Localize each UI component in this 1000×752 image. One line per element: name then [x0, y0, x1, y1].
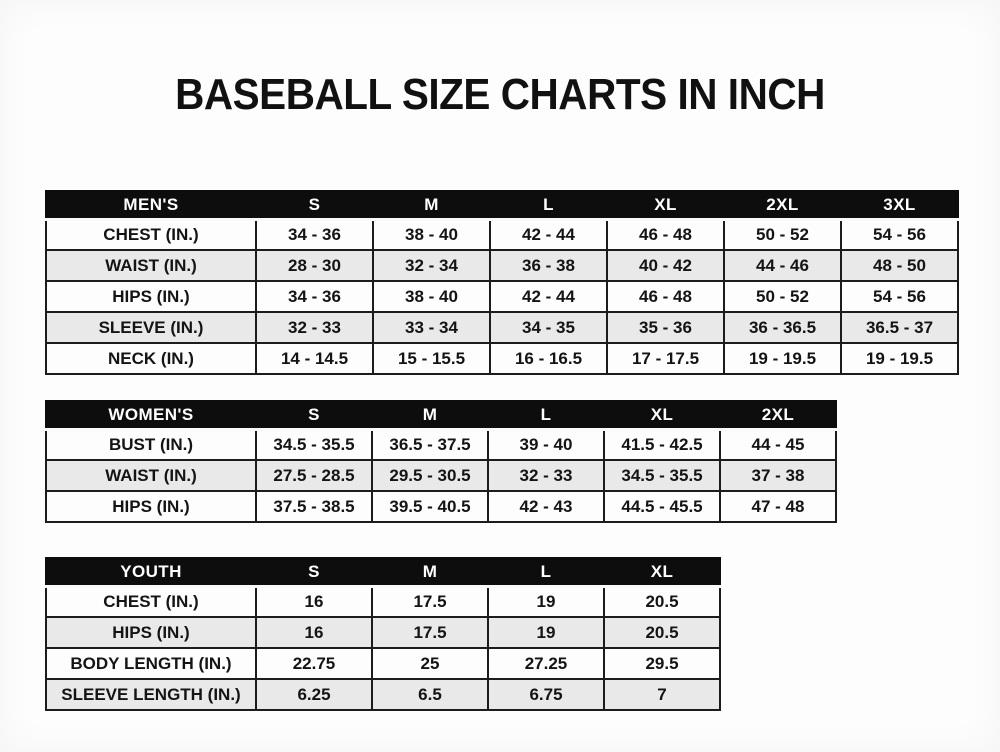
size-value-cell: 34 - 35 — [490, 312, 607, 343]
mens-size-table — [45, 190, 959, 375]
size-value-cell: 47 - 48 — [720, 491, 836, 522]
size-value-cell: 19 — [488, 617, 604, 648]
size-value-cell: 29.5 — [604, 648, 720, 679]
size-value-cell: 35 - 36 — [607, 312, 724, 343]
size-value-cell: 50 - 52 — [724, 281, 841, 312]
size-value-cell: 17.5 — [372, 586, 488, 617]
size-value-cell: 27.25 — [488, 648, 604, 679]
row-label-cell: HIPS (IN.) — [46, 281, 256, 312]
size-value-cell: 48 - 50 — [841, 250, 958, 281]
size-col-header: L — [488, 401, 604, 429]
size-value-cell: 50 - 52 — [724, 219, 841, 250]
size-value-cell: 36 - 36.5 — [724, 312, 841, 343]
size-col-header: M — [373, 191, 490, 219]
size-value-cell: 36 - 38 — [490, 250, 607, 281]
size-value-cell: 16 - 16.5 — [490, 343, 607, 374]
table-row — [46, 617, 720, 648]
table-title-cell: MEN'S — [46, 191, 256, 219]
size-col-header: S — [256, 401, 372, 429]
mens-header-row — [46, 191, 958, 219]
table-row — [46, 343, 958, 374]
size-value-cell: 39.5 - 40.5 — [372, 491, 488, 522]
size-value-cell: 42 - 44 — [490, 281, 607, 312]
row-label-cell: WAIST (IN.) — [46, 460, 256, 491]
size-value-cell: 32 - 33 — [256, 312, 373, 343]
size-col-header: L — [490, 191, 607, 219]
table-row — [46, 312, 958, 343]
size-value-cell: 14 - 14.5 — [256, 343, 373, 374]
size-value-cell: 17 - 17.5 — [607, 343, 724, 374]
size-col-header: XL — [604, 558, 720, 586]
table-row — [46, 586, 720, 617]
size-col-header: L — [488, 558, 604, 586]
size-value-cell: 7 — [604, 679, 720, 710]
size-value-cell: 19 — [488, 586, 604, 617]
table-row — [46, 679, 720, 710]
size-value-cell: 20.5 — [604, 586, 720, 617]
size-value-cell: 27.5 - 28.5 — [256, 460, 372, 491]
row-label-cell: SLEEVE (IN.) — [46, 312, 256, 343]
size-col-header: S — [256, 191, 373, 219]
size-col-header: 3XL — [841, 191, 958, 219]
size-value-cell: 33 - 34 — [373, 312, 490, 343]
size-value-cell: 29.5 - 30.5 — [372, 460, 488, 491]
womens-header-row — [46, 401, 836, 429]
table-row — [46, 491, 836, 522]
size-value-cell: 42 - 43 — [488, 491, 604, 522]
size-value-cell: 34.5 - 35.5 — [256, 429, 372, 460]
table-title-cell: YOUTH — [46, 558, 256, 586]
size-col-header: 2XL — [724, 191, 841, 219]
size-value-cell: 6.5 — [372, 679, 488, 710]
size-value-cell: 22.75 — [256, 648, 372, 679]
size-value-cell: 28 - 30 — [256, 250, 373, 281]
size-value-cell: 32 - 33 — [488, 460, 604, 491]
size-value-cell: 39 - 40 — [488, 429, 604, 460]
size-value-cell: 42 - 44 — [490, 219, 607, 250]
size-value-cell: 37.5 - 38.5 — [256, 491, 372, 522]
womens-size-table — [45, 400, 837, 523]
table-row — [46, 250, 958, 281]
size-value-cell: 46 - 48 — [607, 281, 724, 312]
size-value-cell: 6.75 — [488, 679, 604, 710]
size-value-cell: 15 - 15.5 — [373, 343, 490, 374]
size-value-cell: 34 - 36 — [256, 281, 373, 312]
size-value-cell: 17.5 — [372, 617, 488, 648]
size-value-cell: 32 - 34 — [373, 250, 490, 281]
size-value-cell: 36.5 - 37.5 — [372, 429, 488, 460]
size-value-cell: 25 — [372, 648, 488, 679]
youth-header-row — [46, 558, 720, 586]
size-value-cell: 16 — [256, 617, 372, 648]
table-row — [46, 219, 958, 250]
size-value-cell: 19 - 19.5 — [841, 343, 958, 374]
table-row — [46, 648, 720, 679]
row-label-cell: HIPS (IN.) — [46, 491, 256, 522]
size-value-cell: 37 - 38 — [720, 460, 836, 491]
size-col-header: M — [372, 401, 488, 429]
size-value-cell: 41.5 - 42.5 — [604, 429, 720, 460]
size-value-cell: 40 - 42 — [607, 250, 724, 281]
size-col-header: XL — [604, 401, 720, 429]
size-value-cell: 16 — [256, 586, 372, 617]
row-label-cell: CHEST (IN.) — [46, 219, 256, 250]
row-label-cell: BODY LENGTH (IN.) — [46, 648, 256, 679]
page-title: BASEBALL SIZE CHARTS IN INCH — [175, 70, 825, 119]
size-col-header: XL — [607, 191, 724, 219]
size-value-cell: 44 - 45 — [720, 429, 836, 460]
size-col-header: 2XL — [720, 401, 836, 429]
size-value-cell: 36.5 - 37 — [841, 312, 958, 343]
size-col-header: S — [256, 558, 372, 586]
size-value-cell: 34 - 36 — [256, 219, 373, 250]
table-row — [46, 281, 958, 312]
table-row — [46, 460, 836, 491]
size-value-cell: 46 - 48 — [607, 219, 724, 250]
size-value-cell: 44 - 46 — [724, 250, 841, 281]
row-label-cell: WAIST (IN.) — [46, 250, 256, 281]
row-label-cell: BUST (IN.) — [46, 429, 256, 460]
size-value-cell: 54 - 56 — [841, 219, 958, 250]
row-label-cell: SLEEVE LENGTH (IN.) — [46, 679, 256, 710]
size-value-cell: 44.5 - 45.5 — [604, 491, 720, 522]
size-value-cell: 20.5 — [604, 617, 720, 648]
youth-size-table — [45, 557, 721, 711]
table-title-cell: WOMEN'S — [46, 401, 256, 429]
size-value-cell: 38 - 40 — [373, 219, 490, 250]
size-value-cell: 19 - 19.5 — [724, 343, 841, 374]
size-col-header: M — [372, 558, 488, 586]
size-value-cell: 6.25 — [256, 679, 372, 710]
row-label-cell: CHEST (IN.) — [46, 586, 256, 617]
row-label-cell: HIPS (IN.) — [46, 617, 256, 648]
row-label-cell: NECK (IN.) — [46, 343, 256, 374]
size-value-cell: 38 - 40 — [373, 281, 490, 312]
size-value-cell: 54 - 56 — [841, 281, 958, 312]
table-row — [46, 429, 836, 460]
size-value-cell: 34.5 - 35.5 — [604, 460, 720, 491]
